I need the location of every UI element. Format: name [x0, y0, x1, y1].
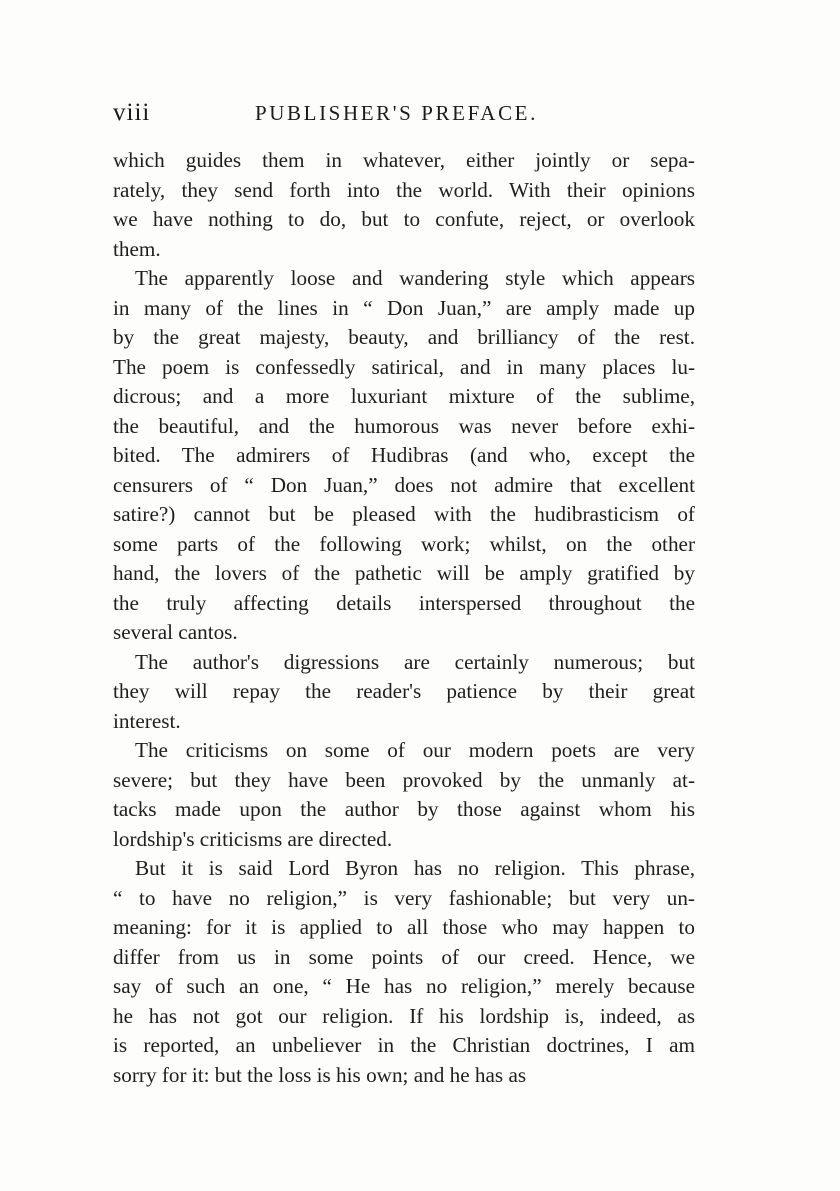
text-line: dicrous; and a more luxuriant mixture of the sublime, — [113, 384, 695, 408]
text-line: meaning: for it is applied to all those who may happen to — [113, 915, 695, 939]
text-line: severe; but they have been provoked by the unmanly at- — [113, 767, 695, 792]
page-header — [113, 99, 695, 133]
paragraph — [113, 264, 695, 648]
text-line: is reported, an unbeliever in the Christian doctrines, I am — [113, 1033, 695, 1057]
text-line: the beautiful, and the humorous was never before exhi- — [113, 413, 695, 438]
text-line: which guides them in whatever, either jointly or sepa- — [113, 148, 695, 172]
text-line: hand, the lovers of the pathetic will be amply gratified by — [113, 561, 695, 585]
text-line: interest. — [113, 708, 181, 733]
text-line: lordship's criticisms are directed. — [113, 826, 393, 851]
text-line: The apparently loose and wandering style which appears — [135, 266, 695, 290]
paragraph — [113, 146, 695, 264]
text-line: several cantos. — [113, 620, 238, 644]
text-line: differ from us in some points of our creed. Hence, we — [113, 944, 695, 969]
text-line: say of such an one, “ He has no religion,” merely because — [113, 974, 695, 998]
text-line: The author's digressions are certainly numerous; but — [135, 649, 695, 674]
text-line: sorry for it: but the loss is his own; and he has as — [113, 1062, 527, 1087]
text-line: But it is said Lord Byron has no religion. This phrase, — [135, 856, 695, 880]
text-line: The criticisms on some of our modern poets are very — [135, 738, 695, 762]
body-text — [113, 146, 695, 1090]
text-line: rately, they send forth into the world. With their opinions — [113, 177, 695, 202]
text-line: “ to have no religion,” is very fashionable; but very un- — [113, 885, 695, 910]
running-title: PUBLISHER'S PREFACE. — [255, 101, 538, 125]
text-line: The poem is confessedly satirical, and in many places lu- — [113, 354, 695, 379]
paragraph — [113, 648, 695, 737]
text-line: censurers of “ Don Juan,” does not admire that excellent — [113, 472, 695, 497]
page-number: viii — [113, 99, 151, 126]
text-line: some parts of the following work; whilst, on the other — [113, 531, 695, 556]
text-line: in many of the lines in “ Don Juan,” are amply made up — [113, 295, 695, 320]
text-line: tacks made upon the author by those against whom his — [113, 797, 695, 821]
text-line: he has not got our religion. If his lordship is, indeed, as — [113, 1003, 695, 1028]
text-line: bited. The admirers of Hudibras (and who, except the — [113, 443, 695, 467]
text-line: the truly affecting details interspersed throughout the — [113, 590, 695, 615]
paragraph — [113, 736, 695, 854]
text-line: we have nothing to do, but to confute, reject, or overlook — [113, 207, 695, 231]
text-line: them. — [113, 236, 161, 261]
paragraph — [113, 854, 695, 1090]
text-line: satire?) cannot but be pleased with the hudibrasticism of — [113, 502, 695, 526]
text-line: they will repay the reader's patience by their great — [113, 679, 695, 703]
text-line: by the great majesty, beauty, and brilliancy of the rest. — [113, 325, 695, 349]
